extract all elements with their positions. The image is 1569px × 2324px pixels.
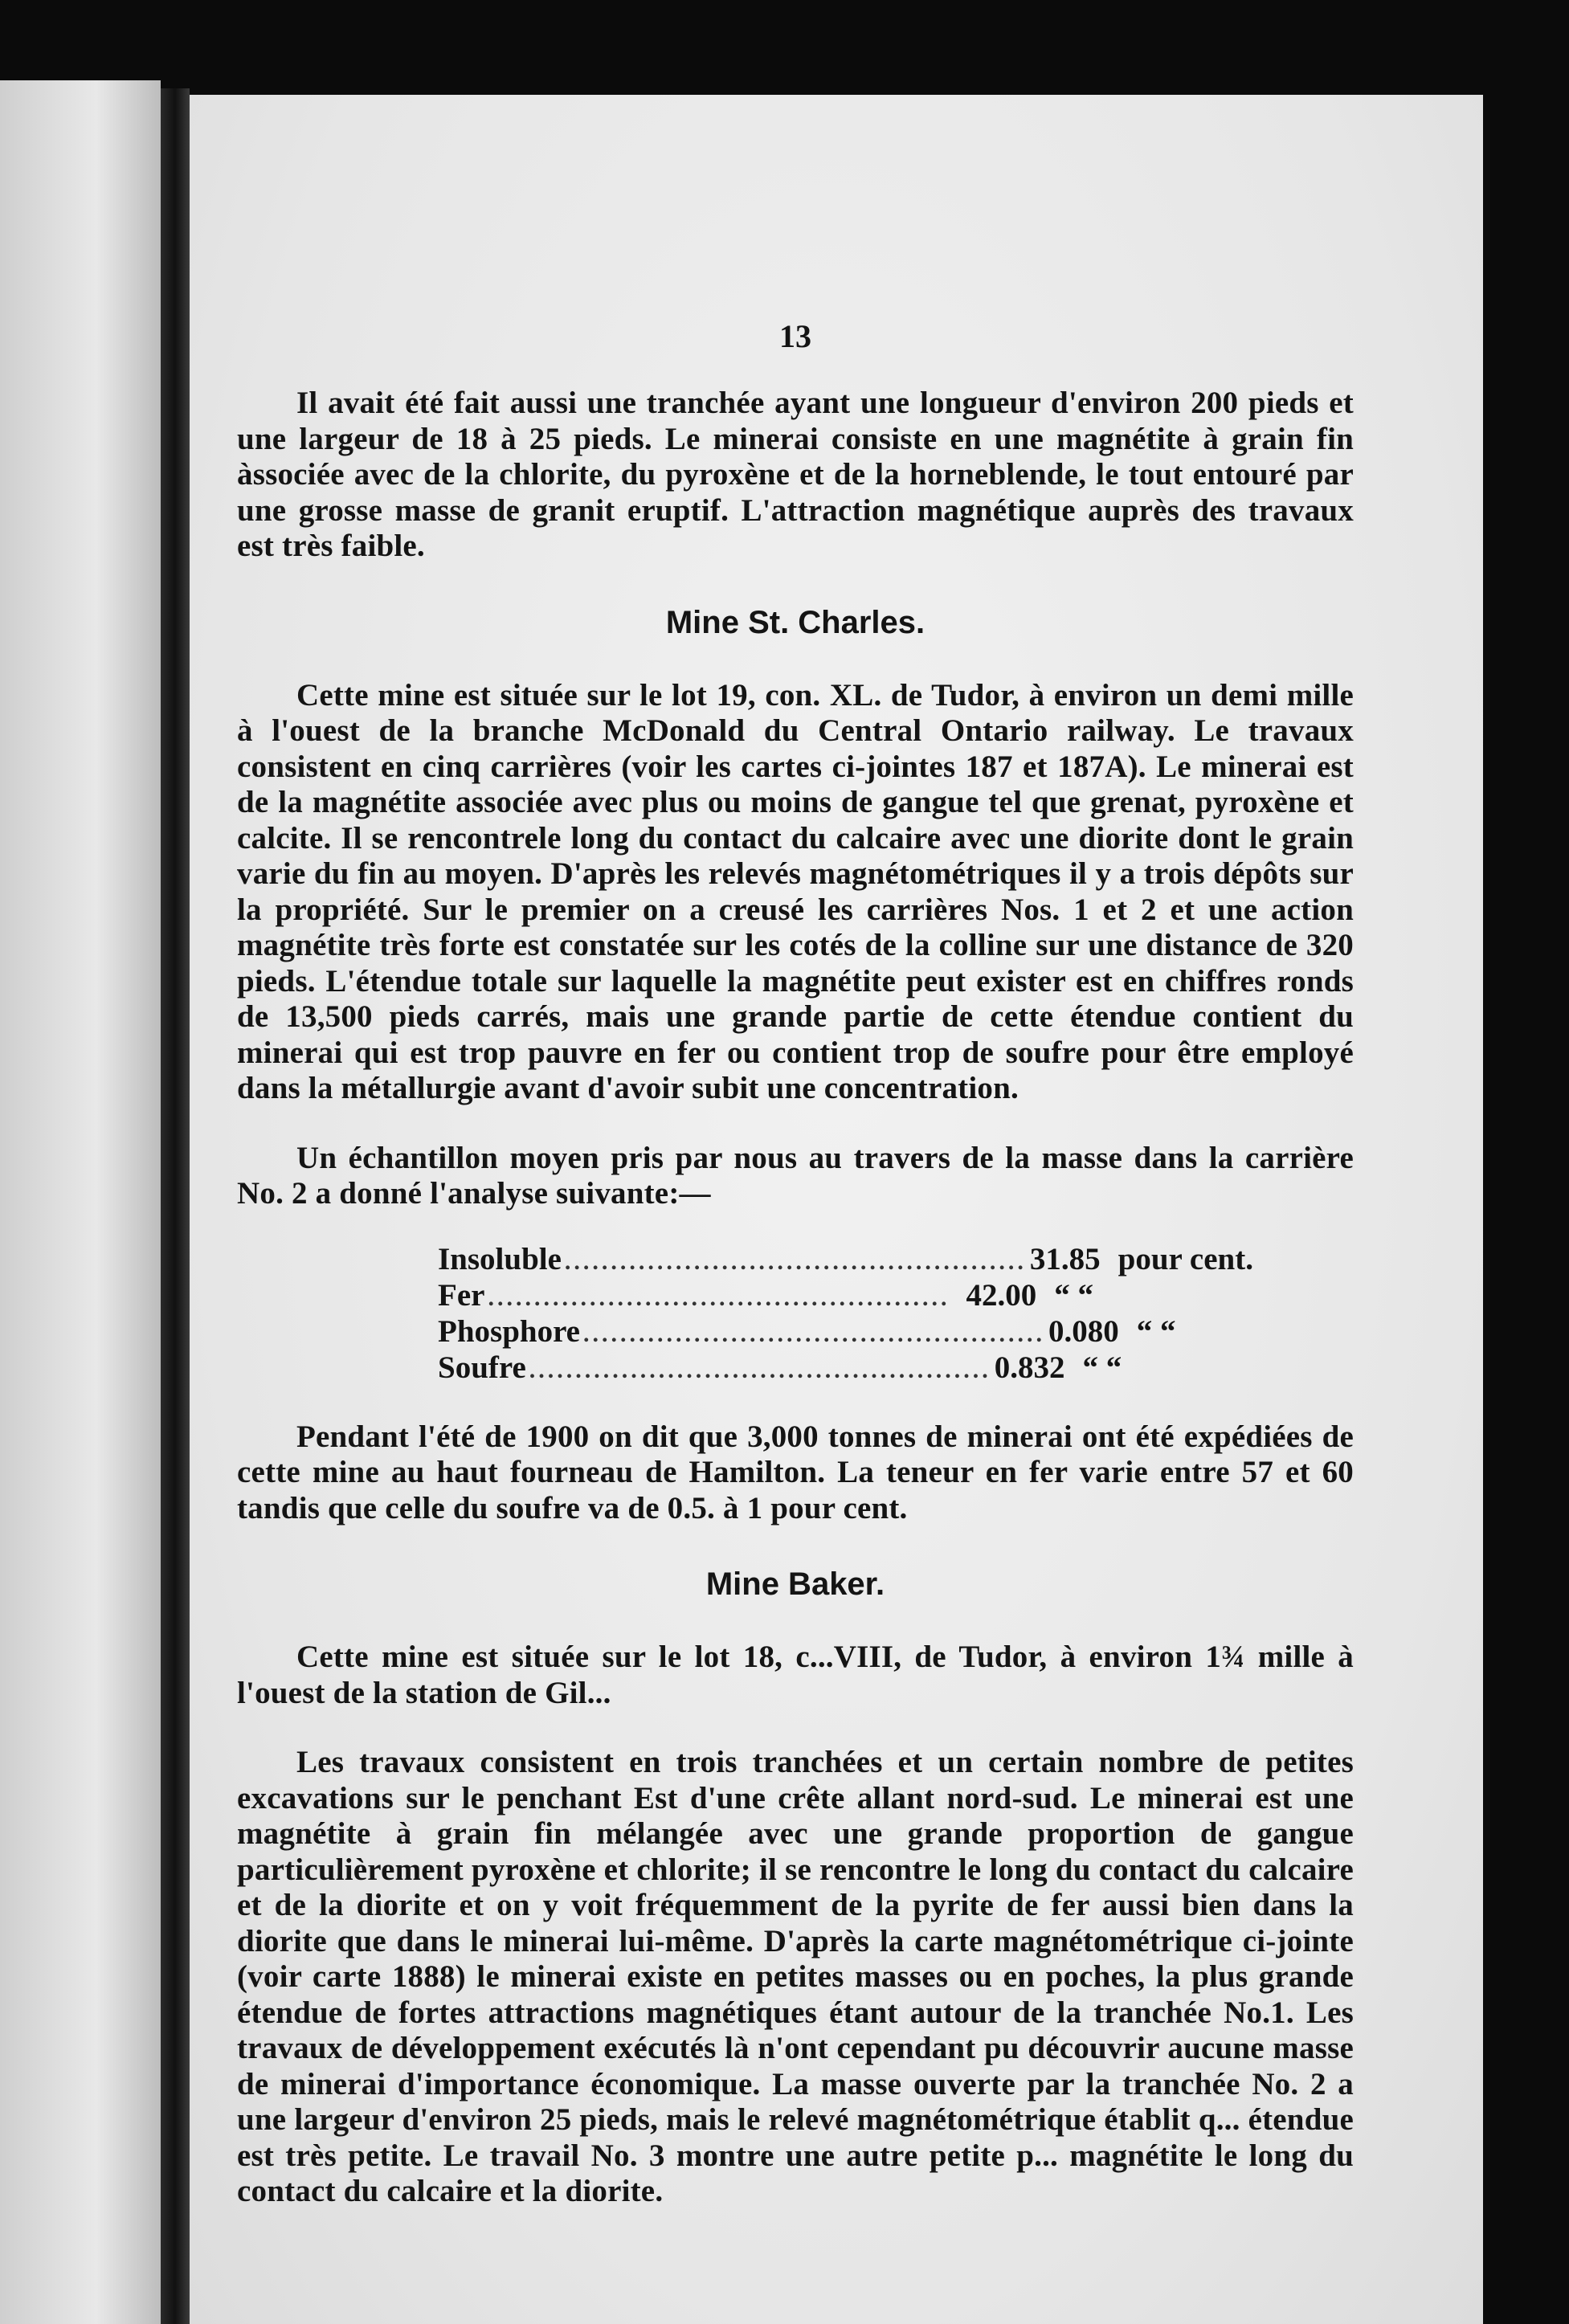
analysis-unit: “ “ <box>1082 1350 1122 1385</box>
st-charles-paragraph-1: Cette mine est située sur le lot 19, con. XL. de Tudor, à environ un demi mille à l'ouest de la branche McDonald du Central Ontario railway. Le travaux consistent en cinq carrières (voir les cartes ci-jointes 187 et 187A). Le minerai est de la magnétite associée avec plus ou moins de gangue tel que grenat, pyroxène et calcite. Il se rencontrele long du contact du calcaire avec une diorite dont le grain varie du fin au moyen. D'après les relevés magnétométriques il y a trois dépôts sur la propriété. Sur le premier on a creusé les carrières Nos. 1 et 2 et une action magnétite très forte est constatée sur les cotés de la colline sur une distance de 320 pieds. L'étendue totale sur laquelle la magnétite peut exister est en chiffres ronds de 13,500 pieds carrés, mais une grande partie de cette étendue contient du minerai qui est trop pauvre en fer ou contient trop de soufre pour être employé dans la métallurgie avant d'avoir subit une concentration. <box>237 677 1354 1105</box>
analysis-row-insoluble: Insoluble .................................................. 31.85 pour cent. <box>438 1241 1253 1276</box>
analysis-unit: pour cent. <box>1118 1241 1253 1276</box>
baker-paragraph-1: Cette mine est située sur le lot 18, c...VIII, de Tudor, à environ 1¾ mille à l'ouest de la station de Gil... <box>237 1640 1354 1710</box>
analysis-row-fer: Fer .................................................. 42.00 “ “ <box>438 1279 1209 1315</box>
book-gutter <box>161 88 190 2324</box>
analysis-unit: “ “ <box>1136 1313 1176 1349</box>
analysis-row-soufre: Soufre .................................................. 0.832 “ “ <box>438 1351 1209 1387</box>
analysis-value: 31.85 <box>1029 1241 1101 1276</box>
baker-paragraph-2: Les travaux consistent en trois tranchées et un certain nombre de petites excavations sur le penchant Est d'une crête allant nord-sud. Le minerai est une magnétite à grain fin mélangée avec une grande proportion de gangue particulièrement pyroxène et chlorite; il se rencontre le long du contact du calcaire et de la diorite et on y voit fréquemment de la pyrite de fer aussi bien dans la diorite que dans le minerai lui-même. D'après la carte magnétométrique ci-jointe (voir carte 1888) le minerai existe en petites masses ou en poches, la plus grande étendue de fortes attractions magnétiques étant autour de la tranchée No.1. Les travaux de développement exécutés là n'ont cependant pu découvrir aucune masse de minerai d'importance économique. La masse ouverte par la tranchée No. 2 a une largeur d'environ 25 pieds, mais le relevé magnétométrique établit q... étendue est très petite. Le travail No. 3 montre une autre petite p... magnétite le long du contact du calcaire et la diorite. <box>237 1745 1354 2208</box>
st-charles-paragraph-2: Un échantillon moyen pris par nous au travers de la masse dans la carrière No. 2 a donné l'analyse suivante:— <box>237 1140 1354 1211</box>
analysis-table <box>438 1241 1253 1387</box>
analysis-label: Soufre <box>438 1350 526 1385</box>
heading-mine-baker: Mine Baker. <box>705 1566 885 1602</box>
intro-paragraph: Il avait été fait aussi une tranchée ayant une longueur d'environ 200 pieds et une largeur de 18 à 25 pieds. Le minerai consiste en une magnétite à grain fin àssociée avec de la chlorite, du pyroxène et de la horneblende, le tout entouré par une grosse masse de granit eruptif. L'attraction magnétique auprès des travaux est très faible. <box>237 386 1354 563</box>
analysis-value: 42.00 <box>966 1277 1037 1313</box>
st-charles-closing-paragraph: Pendant l'été de 1900 on dit que 3,000 tonnes de minerai ont été expédiées de cette mine au haut fourneau de Hamilton. La teneur en fer varie entre 57 et 60 tandis que celle du soufre va de 0.5. à 1 pour cent. <box>237 1419 1354 1526</box>
page-content <box>237 317 1354 2210</box>
page-number: 13 <box>779 318 811 354</box>
analysis-label: Fer <box>438 1277 485 1313</box>
analysis-value: 0.080 <box>1048 1313 1119 1349</box>
analysis-label: Insoluble <box>438 1241 562 1276</box>
analysis-unit: “ “ <box>1054 1277 1093 1313</box>
adjacent-page <box>0 80 161 2324</box>
analysis-label: Phosphore <box>438 1313 580 1349</box>
heading-mine-st-charles: Mine St. Charles. <box>665 604 925 640</box>
analysis-row-phosphore: Phosphore .................................................. 0.080 “ “ <box>438 1315 1209 1351</box>
analysis-value: 0.832 <box>994 1350 1065 1385</box>
